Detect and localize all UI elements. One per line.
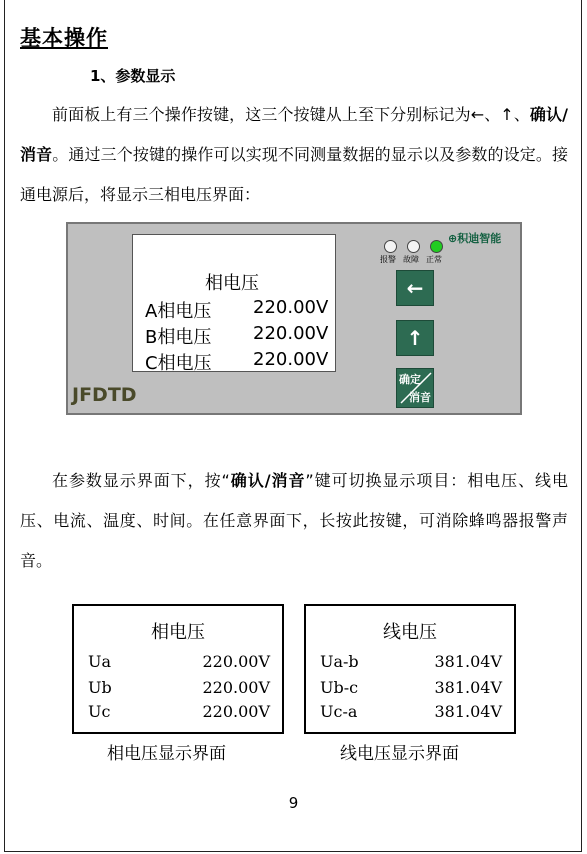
brand-label: JFDTD xyxy=(72,384,137,406)
paragraph-1-part2: 。通过三个按键的操作可以实现不同测量数据的显示以及参数的设定。接通电源后，将显示三相电压界面： xyxy=(20,145,568,204)
line-voltage-box xyxy=(304,604,516,734)
line-voltage-caption: 线电压显示界面 xyxy=(340,744,459,764)
paragraph-1 xyxy=(20,95,568,215)
confirm-mute-button[interactable] xyxy=(396,368,434,408)
phase-voltage-caption: 相电压显示界面 xyxy=(107,744,226,764)
box-row-label: Ua xyxy=(88,652,112,671)
box-row-value: 381.04V xyxy=(434,702,502,721)
box-row-value: 381.04V xyxy=(434,678,502,697)
page-number: 9 xyxy=(288,794,299,812)
section-heading: 1、参数显示 xyxy=(90,67,176,85)
lcd-row-value: 220.00V xyxy=(253,349,329,370)
page-title: 基本操作 xyxy=(20,26,108,50)
box-row-value: 220.00V xyxy=(202,678,270,697)
fault-led-icon xyxy=(407,240,420,253)
lcd-title: 相电压 xyxy=(205,273,259,294)
normal-led-icon xyxy=(430,240,443,253)
box-row-value: 220.00V xyxy=(202,702,270,721)
box-title: 线电压 xyxy=(383,622,437,643)
lcd-row-value: 220.00V xyxy=(253,297,329,318)
box-row-label: Uc-a xyxy=(320,702,358,721)
company-logo: ⊕积迪智能 xyxy=(448,232,502,245)
lcd-row-label: B相电压 xyxy=(145,327,212,348)
fault-led-label: 故障 xyxy=(403,255,419,264)
left-arrow-button[interactable] xyxy=(396,270,434,306)
box-row-label: Ub xyxy=(88,678,112,697)
device-panel xyxy=(66,222,522,415)
box-row-label: Uc xyxy=(88,702,111,721)
up-arrow-button[interactable] xyxy=(396,320,434,356)
lcd-row-label: A相电压 xyxy=(145,301,212,322)
paragraph-2-part1: 在参数显示界面下，按“ xyxy=(52,471,230,490)
box-title: 相电压 xyxy=(151,622,205,643)
normal-led-label: 正常 xyxy=(426,255,442,264)
paragraph-2 xyxy=(20,461,568,581)
paragraph-2-keyword: 确认/消音 xyxy=(229,471,306,490)
up-arrow-icon: ↑ xyxy=(406,326,424,350)
paragraph-1-keyword: 确认/消音 xyxy=(20,105,568,164)
lcd-row-value: 220.00V xyxy=(253,323,329,344)
box-row-label: Ua-b xyxy=(320,652,359,671)
confirm-label: 确定 xyxy=(399,373,421,386)
box-row-value: 381.04V xyxy=(434,652,502,671)
lcd-screen xyxy=(132,234,336,372)
paragraph-1-part1: 前面板上有三个操作按键，这三个按键从上至下分别标记为←、↑、 xyxy=(52,105,530,124)
alarm-led-label: 报警 xyxy=(380,255,396,264)
lcd-row-label: C相电压 xyxy=(145,353,212,374)
alarm-led-icon xyxy=(384,240,397,253)
box-row-label: Ub-c xyxy=(320,678,359,697)
box-row-value: 220.00V xyxy=(202,652,270,671)
paragraph-2-part2: ”键可切换显示项目：相电压、线电压、电流、温度、时间。在任意界面下，长按此按键，可消除蜂鸣器报警声音。 xyxy=(20,471,568,570)
left-arrow-icon: ← xyxy=(406,276,424,300)
mute-label: 消音 xyxy=(409,391,431,404)
phase-voltage-box xyxy=(72,604,284,734)
